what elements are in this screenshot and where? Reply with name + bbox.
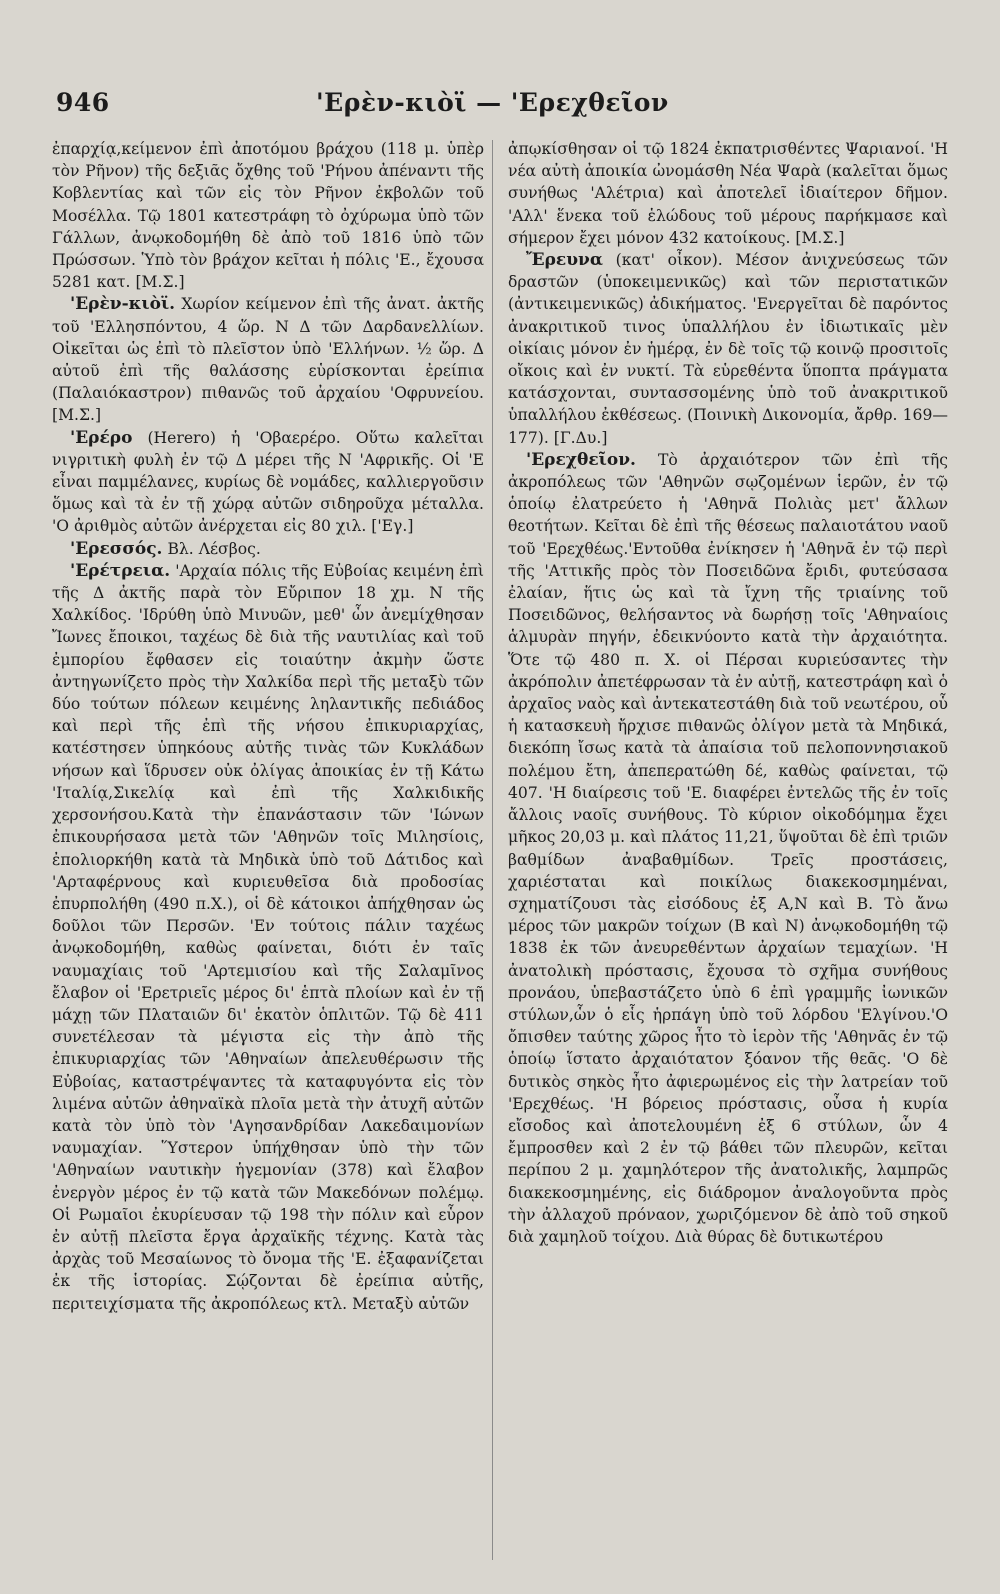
- entry-headword: 'Ερεχθεῖον.: [526, 449, 636, 470]
- entry-eretreia: [52, 560, 484, 1315]
- entry-text: 'Αρχαία πόλις τῆς Εὐβοίας κειμένη ἐπὶ τῆς Δ ἀκτῆς παρὰ τὸν Εὔριπον 18 χμ. Ν τῆς Χαλκίδος. 'Ιδρύθη ὑπὸ Μινυῶν, μεθ' ὧν ἀνεμίχθησαν Ἴωνες ἔποικοι, ταχέως δὲ διὰ τῆς ναυτιλίας καὶ τοῦ ἐμπορίου ἔφθασεν εἰς τοιαύτην ἀκμὴν ὥστε ἀντηγωνίζετο πρὸς τὴν Χαλκίδα περὶ τῆς μεταξὺ τῶν δύο τούτων πόλεων κειμένης ληλαντικῆς πεδιάδος καὶ περὶ τῆς ἐπὶ τῆς νήσου ἐπικυριαρχίας, κατέστησεν ὑπηκόους αὐτῆς τινὰς τῶν Κυκλάδων νήσων καὶ ἵδρυσεν οὐκ ὀλίγας ἀποικίας ἐν τῇ Κάτω 'Ιταλίᾳ,Σικελίᾳ καὶ ἐπὶ τῆς Χαλκιδικῆς χερσονήσου.Κατὰ τὴν ἐπανάστασιν τῶν 'Ιώνων ἐπικουρήσασα μετὰ τῶν 'Αθηνῶν τοῖς Μιλησίοις, ἐπολιορκήθη κατὰ τὰ Μηδικὰ ὑπὸ τοῦ Δάτιδος καὶ 'Αρταφέρνους καὶ κυριευθεῖσα διὰ προδοσίας ἐπυρπολήθη (490 π.Χ.), οἱ δὲ κάτοικοι ἀπήχθησαν ὡς δοῦλοι τῶν Περσῶν. 'Εν τούτοις πάλιν ταχέως ἀνῳκοδομήθη, καθὼς φαίνεται, διότι ἐν ταῖς ναυμαχίαις τοῦ 'Αρτεμισίου καὶ τῆς Σαλαμῖνος ἔλαβον οἱ 'Ερετριεῖς μέρος δι' ἑπτὰ πλοίων καὶ ἐν τῇ μάχῃ τῶν Πλαταιῶν δι' ἑκατὸν ὁπλιτῶν. Τῷ δὲ 411 συνετέλεσαν τὰ μέγιστα εἰς τὴν ἀπὸ τῆς ἐπικυριαρχίας τῶν 'Αθηναίων ἀπελευθέρωσιν τῆς Εὐβοίας, καταστρέψαντες τὰ καταφυγόντα εἰς τὸν λιμένα αὐτῶν ἀθηναϊκὰ πλοῖα μετὰ τὴν ἀτυχῆ αὐτῶν κατὰ τὸν ὑπὸ τὸν 'Αγησανδρίδαν Λακεδαιμονίων ναυμαχίαν. Ὕστερον ὑπήχθησαν ὑπὸ τὴν τῶν 'Αθηναίων ναυτικὴν ἡγεμονίαν (378) καὶ ἔλαβον ἐνεργὸν μέρος ἐν τῷ κατὰ τῶν Μακεδόνων πολέμῳ. Οἱ Ρωμαῖοι ἐκυρίευσαν τῷ 198 τὴν πόλιν καὶ εὗρον ἐν αὐτῇ πλεῖστα ἔργα ἀρχαϊκῆς τέχνης. Κατὰ τὰς ἀρχὰς τοῦ Μεσαίωνος τὸ ὄνομα τῆς 'Ε. ἐξαφανίζεται ἐκ τῆς ἱστορίας. Σῴζονται δὲ ἐρείπια αὐτῆς, περιτειχίσματα τῆς ἀκροπόλεως κτλ. Μεταξὺ αὐτῶν: [52, 561, 484, 1313]
- entry-headword: 'Ερεσσός.: [70, 538, 163, 559]
- entry-text: Βλ. Λέσβος.: [167, 539, 261, 558]
- entry-text: (κατ' οἶκον). Μέσον ἀνιχνεύσεως τῶν δραστῶν (ὑποκειμενικῶς) καὶ τῶν περιστατικῶν (ἀντικειμενικῶς) ἀδικήματος. 'Ενεργεῖται δὲ παρόντος ἀνακριτικοῦ τινος ὑπαλλήλου ἐν ἰδιωτικαῖς μὲν οἰκίαις μόνον ἐν ἡμέρᾳ, ἐν δὲ τοῖς τῷ κοινῷ προσιτοῖς οἴκοις καὶ ἐν νυκτί. Τὰ εὑρεθέντα ὕποπτα πράγματα κατάσχονται, συντασσομένης ὑπὸ τοῦ ἀνακριτικοῦ ὑπαλλήλου ἐκθέσεως. (Ποινικὴ Δικονομία, ἄρθρ. 169—177). [Γ.Δυ.]: [508, 251, 948, 447]
- page-number: 946: [56, 88, 110, 117]
- entry-headword: 'Ερέρο: [70, 427, 133, 448]
- right-column: [508, 138, 948, 1248]
- entry-erechtheion: [508, 449, 948, 1248]
- page-header: [56, 88, 976, 128]
- entry-text: Τὸ ἀρχαιότερον τῶν ἐπὶ τῆς ἀκροπόλεως τῶν 'Αθηνῶν σῳζομένων ἱερῶν, ἐν τῷ ὁποίῳ ἐλατρεύετο ἡ 'Αθηνᾶ Πολιὰς μετ' ἄλλων θεοτήτων. Κεῖται δὲ ἐπὶ τῆς θέσεως παλαιοτάτου ναοῦ τοῦ 'Ερεχθέως.'Εντοῦθα ἐνίκησεν ἡ 'Αθηνᾶ ἐν τῷ περὶ τῆς 'Αττικῆς πρὸς τὸν Ποσειδῶνα ἔριδι, φυτεύσασα ἐλαίαν, ἥτις ὡς καὶ τὰ ἴχνη τῆς τριαίνης τοῦ Ποσειδῶνος, θελήσαντος νὰ δωρήσῃ τοῖς 'Αθηναίοις ἁλμυρὰν πηγήν, ἐδεικνύοντο κατὰ τὴν ἀρχαιότητα. Ὅτε τῷ 480 π. Χ. οἱ Πέρσαι κυριεύσαντες τὴν ἀκρόπολιν ἀπετέφρωσαν τὰ ἐν αὐτῇ, κατεστράφη καὶ ὁ ἀρχαῖος ναὸς καὶ ἀντεκατεστάθη διὰ τοῦ νεωτέρου, οὗ ἡ κατασκευὴ ἤρχισε πιθανῶς ὀλίγον μετὰ τὰ Μηδικά, διεκόπη ἴσως κατὰ τὰ ἀπαίσια τοῦ πελοποννησιακοῦ πολέμου ἔτη, ἀπεπερατώθη δέ, καθὼς φαίνεται, τῷ 407. 'Η διαίρεσις τοῦ 'Ε. διαφέρει ἐντελῶς τῆς ἐν τοῖς ἄλλοις ναοῖς συνήθους. Τὸ κύριον οἰκοδόμημα ἔχει μῆκος 20,03 μ. καὶ πλάτος 11,21, ὕψοῦται δὲ ἐπὶ τριῶν βαθμίδων ἀναβαθμίδων. Τρεῖς προστάσεις, χαριέσταται καὶ ποικίλως διακεκοσμημέναι, σχηματίζουσι τὰς εἰσόδους ἐξ Α,Ν καὶ Β. Τὸ ἄνω μέρος τῶν μακρῶν τοίχων (Β καὶ Ν) ἀνῳκοδομήθη τῷ 1838 ἐκ τῶν ἀνευρεθέντων ἀρχαίων τεμαχίων. 'Η ἀνατολικὴ πρόστασις, ἔχουσα τὸ σχῆμα συνήθους προνάου, ὑπεβαστάζετο ὑπὸ 6 ἐπὶ γραμμῆς ἰωνικῶν στύλων,ὧν ὁ εἷς ἡρπάγη ὑπὸ τοῦ λόρδου 'Ελγίνου.'Ο ὄπισθεν ταύτης χῶρος ἦτο τὸ ἱερὸν τῆς 'Αθηνᾶς ἐν τῷ ὁποίῳ ἵστατο ἀρχαιότατον ξόανον τῆς θεᾶς. 'Ο δὲ δυτικὸς σηκὸς ἦτο ἀφιερωμένος εἰς τὴν λατρείαν τοῦ 'Ερεχθέως. 'Η βόρειος πρόστασις, οὖσα ἡ κυρία εἴσοδος καὶ ἀποτελουμένη ἐξ 6 στύλων, ὧν 4 ἔμπροσθεν καὶ 2 ἐν τῷ βάθει τῶν πλευρῶν, κεῖται περίπου 2 μ. χαμηλότερον τῆς ἀνατολικῆς, λαμπρῶς διακεκοσμημένης, εἰς διάδρομον ἀναλογοῦντα πρὸς τὴν ἀλλαχοῦ πρόναον, χωριζόμενον δὲ ἀπὸ τοῦ σηκοῦ διὰ χαμηλοῦ τοίχου. Διὰ θύρας δὲ δυτικωτέρου: [508, 450, 948, 1246]
- entry-erero: [52, 427, 484, 538]
- entry-text: ἀπῳκίσθησαν οἱ τῷ 1824 ἐκπατρισθέντες Ψαριανοί. 'Η νέα αὐτὴ ἀποικία ὠνομάσθη Νέα Ψαρὰ (καλεῖται ὅμως συνήθως 'Αλέτρια) καὶ ἀποτελεῖ ἰδιαίτερον δῆμον. 'Αλλ' ἕνεκα τοῦ ἑλώδους τοῦ μέρους παρήκμασε καὶ σήμερον ἔχει μόνον 432 κατοίκους. [Μ.Σ.]: [508, 140, 948, 247]
- entry-eren-kioi: [52, 293, 484, 426]
- entry-text: (Herero) ἡ 'Οβαερέρο. Οὕτω καλεῖται νιγριτικὴ φυλὴ ἐν τῷ Δ μέρει τῆς Ν 'Αφρικῆς. Οἱ 'Ε εἶναι παμμέλανες, κυρίως δὲ νομάδες, καλλιεργοῦσιν ὅμως καὶ τὰ ἐν τῇ χώρᾳ αὐτῶν σιδηροῦχα μέταλλα. 'Ο ἀριθμὸς αὐτῶν ἀνέρχεται εἰς 80 χιλ. ['Εγ.]: [52, 428, 484, 536]
- entry-eressos: [52, 538, 484, 560]
- entry-headword: 'Ερέτρεια.: [70, 560, 171, 581]
- entry-headword: Ἔρευνα: [526, 250, 603, 271]
- entry-continuation: [52, 138, 484, 293]
- entry-text: ἐπαρχίᾳ,κείμενον ἐπὶ ἀποτόμου βράχου (118 μ. ὑπὲρ τὸν Ρῆνον) τῆς δεξιᾶς ὄχθης τοῦ 'Ρήνου ἀπέναντι τῆς Κοβλεντίας καὶ τῶν εἰς τὸν Ρῆνον ἐκβολῶν τοῦ Μοσέλλα. Τῷ 1801 κατεστράφη τὸ ὀχύρωμα ὑπὸ τῶν Γάλλων, ἀνῳκοδομήθη δὲ ἀπὸ τοῦ 1816 ὑπὸ τῶν Πρώσσων. Ὑπὸ τὸν βράχον κεῖται ἡ πόλις 'Ε., ἔχουσα 5281 κατ. [Μ.Σ.]: [52, 140, 484, 292]
- running-title: 'Ερὲν-κιὸϊ — 'Ερεχθεῖον: [316, 88, 669, 117]
- entry-headword: 'Ερὲν-κιὸϊ.: [70, 294, 176, 315]
- entry-erevna: [508, 249, 948, 449]
- entry-text: Χωρίον κείμενον ἐπὶ τῆς ἀνατ. ἀκτῆς τοῦ 'Ελλησπόντου, 4 ὥρ. Ν Δ τῶν Δαρδανελλίων. Οἰκεῖται ὡς ἐπὶ τὸ πλεῖστον ὑπὸ 'Ελλήνων. ½ ὥρ. Δ αὐτοῦ ἐπὶ τῆς θαλάσσης εὑρίσκονται ἐρείπια (Παλαιόκαστρον) πιθανῶς τοῦ ἀρχαίου 'Οφρυνείου.[Μ.Σ.]: [52, 295, 484, 425]
- column-divider: [492, 140, 493, 1560]
- entry-continuation: [508, 138, 948, 249]
- left-column: [52, 138, 484, 1315]
